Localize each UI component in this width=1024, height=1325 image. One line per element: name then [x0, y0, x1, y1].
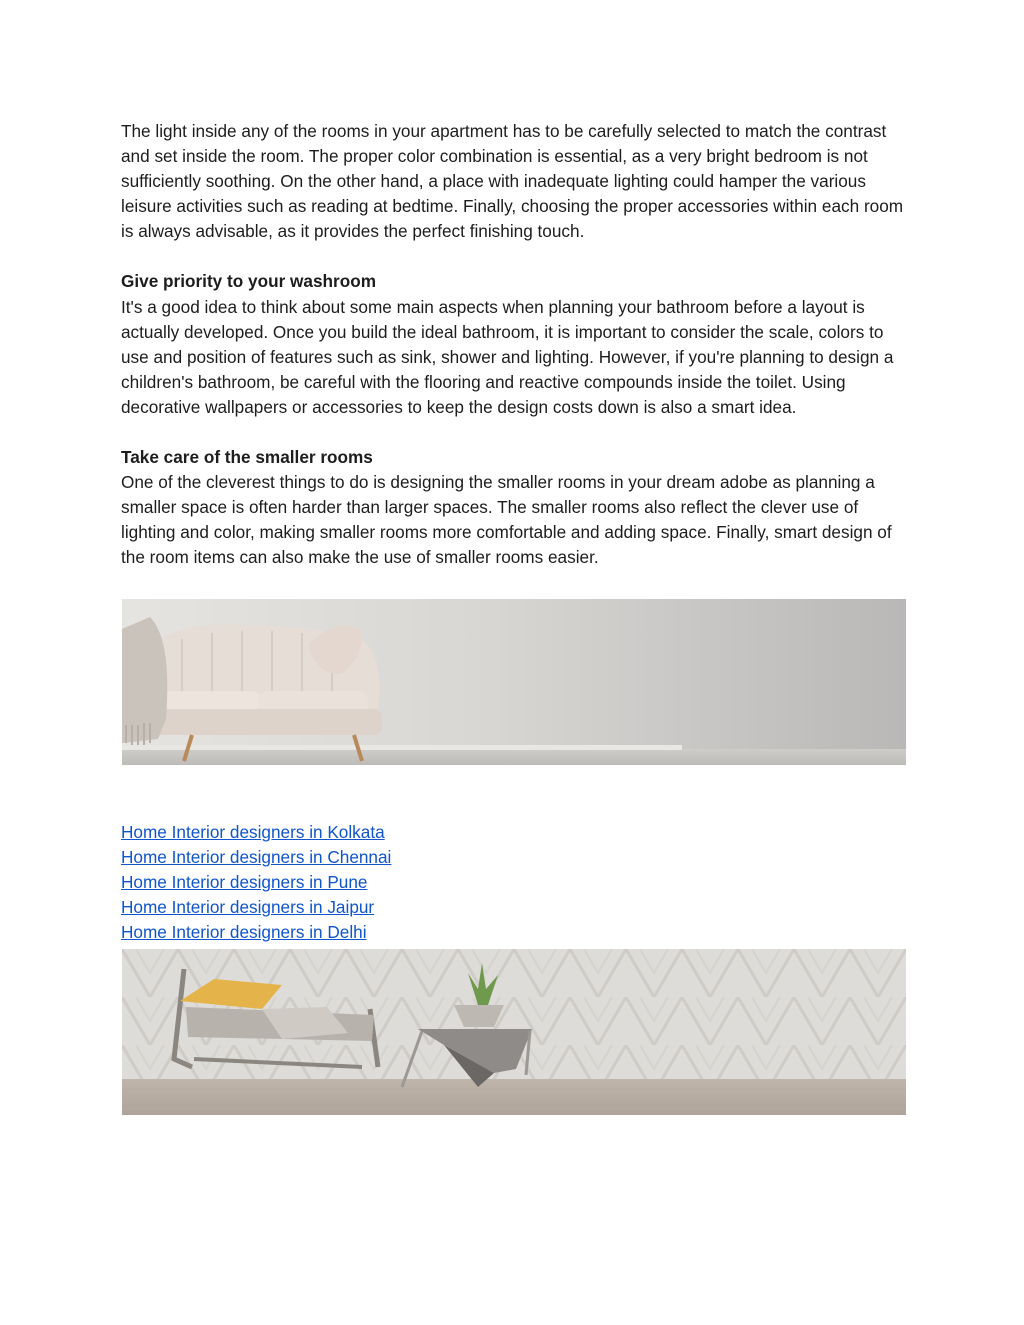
links-list	[121, 820, 391, 945]
sofa-room-image	[122, 599, 906, 765]
section-heading-washroom: Give priority to your washroom	[121, 271, 376, 292]
link-chennai[interactable]: Home Interior designers in Chennai	[121, 847, 392, 868]
link-pune[interactable]: Home Interior designers in Pune	[121, 872, 368, 893]
armchair-room-image	[122, 949, 906, 1115]
section-body-washroom: It's a good idea to think about some main aspects when planning your bathroom before a layout is actually developed. Once you build the ideal bathroom, it is important to consider the scale, colors to use and position of features such as sink, shower and lighting. However, if you're planning to design a children's bathroom, be careful with the flooring and reactive compounds inside the toilet. Using decorative wallpapers or accessories to keep the design costs down is also a smart idea.	[121, 296, 894, 417]
link-delhi[interactable]: Home Interior designers in Delhi	[121, 922, 367, 943]
intro-paragraph: The light inside any of the rooms in your apartment has to be carefully selected to match the contrast and set inside the room. The proper color combination is essential, as a very bright bedroom is not sufficiently soothing. On the other hand, a place with inadequate lighting could hamper the various leisure activities such as reading at bedtime. Finally, choosing the proper accessories within each room is always advisable, as it provides the perfect finishing touch.	[121, 121, 904, 242]
section-body-smaller-rooms: One of the cleverest things to do is designing the smaller rooms in your dream adobe as planning a smaller space is often harder than larger spaces. The smaller rooms also reflect the clever use of lighting and color, making smaller rooms more comfortable and adding space. Finally, smart design of the room items can also make the use of smaller rooms easier.	[121, 472, 892, 568]
section-heading-smaller-rooms: Take care of the smaller rooms	[121, 447, 373, 468]
link-kolkata[interactable]: Home Interior designers in Kolkata	[121, 822, 385, 842]
link-jaipur[interactable]: Home Interior designers in Jaipur	[121, 897, 375, 918]
document-body	[121, 119, 907, 571]
